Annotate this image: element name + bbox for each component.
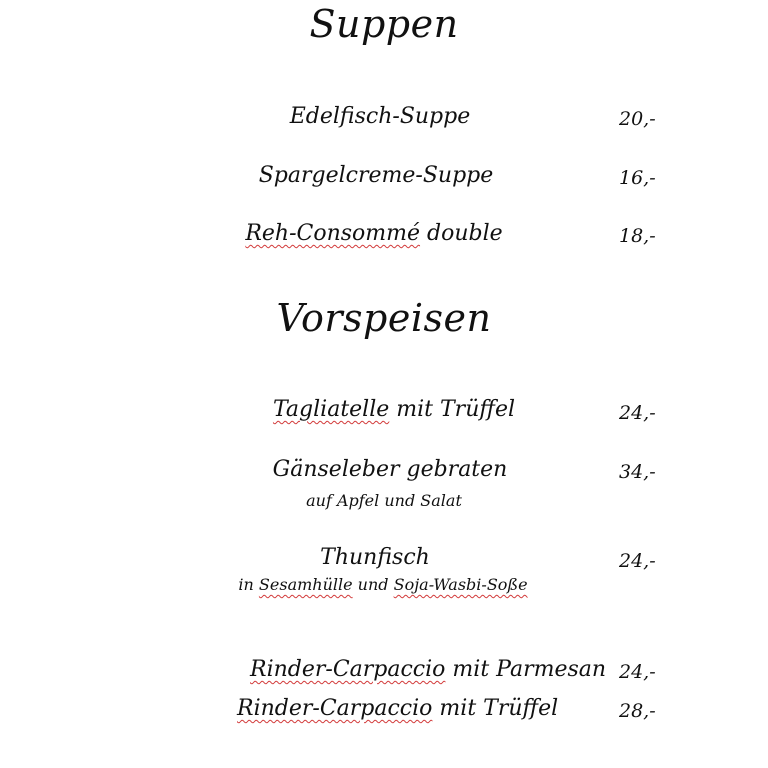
menu-item-price: 34,- [619, 461, 656, 483]
menu-item-note: auf Apfel und Salat [306, 491, 462, 510]
menu-item-name: Gänseleber gebraten [272, 457, 508, 482]
spellcheck-flagged-word[interactable]: Reh-Consommé [245, 221, 421, 246]
menu-item-price: 18,- [619, 225, 656, 247]
menu-item-name [250, 657, 607, 682]
menu-item-name: Spargelcreme-Suppe [258, 163, 494, 188]
spellcheck-flagged-word[interactable]: Tagliatelle [272, 397, 390, 422]
menu-item-price: 28,- [619, 700, 656, 722]
section-title-vorspeisen: Vorspeisen [276, 296, 492, 340]
menu-item-name: Edelfisch-Suppe [289, 104, 471, 129]
menu-item-price: 24,- [619, 550, 656, 572]
menu-item-note [233, 575, 533, 594]
menu-item-name-rest: mit Trüffel [432, 696, 559, 721]
menu-item-name [244, 397, 544, 422]
spellcheck-flagged-word[interactable]: Rinder-Carpaccio [250, 657, 446, 682]
menu-item-name-rest: mit Trüffel [389, 397, 516, 422]
spellcheck-flagged-word[interactable]: Soja-Wasbi-Soße [393, 575, 528, 594]
section-title-suppen: Suppen [309, 2, 459, 46]
note-text: und [352, 575, 394, 594]
menu-item-name [237, 696, 559, 721]
menu-item-price: 20,- [619, 108, 656, 130]
menu-item-name-rest: mit Parmesan [445, 657, 607, 682]
menu-item-name: Thunfisch [320, 545, 430, 570]
spellcheck-flagged-word[interactable]: Rinder-Carpaccio [237, 696, 433, 721]
note-text: in [238, 575, 259, 594]
spellcheck-flagged-word[interactable]: Sesamhülle [258, 575, 353, 594]
menu-item-price: 16,- [619, 167, 656, 189]
menu-item-price: 24,- [619, 661, 656, 683]
menu-item-price: 24,- [619, 402, 656, 424]
menu-item-name-rest: double [420, 221, 503, 246]
menu-item-name [224, 221, 524, 246]
